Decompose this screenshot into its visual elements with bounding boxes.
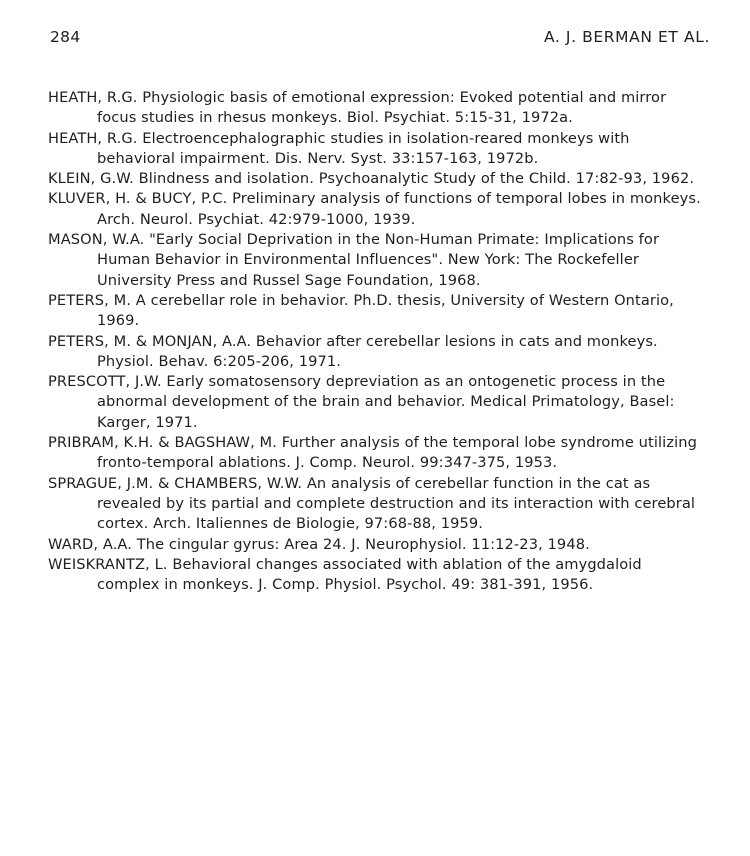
reference-entry: KLUVER, H. & BUCY, P.C. Preliminary analysis of functions of temporal lobes in monkeys. Arch. Neurol. Psychiat. 42:979-1000, 1939. <box>48 190 701 228</box>
reference-entry: WEISKRANTZ, L. Behavioral changes associated with ablation of the amygdaloid complex in monkeys. J. Comp. Physiol. Psychol. 49: 381-391, 1956. <box>48 555 642 594</box>
reference-entry: KLEIN, G.W. Blindness and isolation. Psychoanalytic Study of the Child. 17:82-93, 1962. <box>48 170 695 188</box>
page-number: 284 <box>50 28 81 46</box>
reference-entry: PETERS, M. A cerebellar role in behavior. Ph.D. thesis, University of Western Ontario, 1969. <box>48 291 674 330</box>
reference-entry: MASON, W.A. "Early Social Deprivation in the Non-Human Primate: Implications for Human Behavior in Environmental Influences". New York: The Rockefeller University Press and Russel Sage Foundation, 1968. <box>48 231 660 289</box>
reference-entry: SPRAGUE, J.M. & CHAMBERS, W.W. An analysis of cerebellar function in the cat as revealed by its partial and complete destruction and its interaction with cerebral cortex. Arch. Italiennes de Biologie, 97:68-88, 1959. <box>48 474 696 533</box>
reference-entry: PRIBRAM, K.H. & BAGSHAW, M. Further analysis of the temporal lobe syndrome utilizing fronto-temporal ablations. J. Comp. Neurol. 99:347-375, 1953. <box>48 434 697 472</box>
reference-entry: WARD, A.A. The cingular gyrus: Area 24. J. Neurophysiol. 11:12-23, 1948. <box>48 535 590 553</box>
page-header <box>48 24 708 54</box>
running-head: A. J. BERMAN ET AL. <box>543 28 710 46</box>
reference-entry: HEATH, R.G. Electroencephalographic studies in isolation-reared monkeys with behavioral impairment. Dis. Nerv. Syst. 33:157-163, 1972b. <box>48 129 630 167</box>
document-page <box>48 24 708 595</box>
reference-entry: PRESCOTT, J.W. Early somatosensory depreviation as an ontogenetic process in the abnormal development of the brain and behavior. Medical Primatology, Basel: Karger, 1971. <box>48 373 675 431</box>
reference-entry: PETERS, M. & MONJAN, A.A. Behavior after cerebellar lesions in cats and monkeys. Physiol. Behav. 6:205-206, 1971. <box>48 332 658 370</box>
reference-list <box>48 88 708 595</box>
reference-entry: HEATH, R.G. Physiologic basis of emotional expression: Evoked potential and mirror focus studies in rhesus monkeys. Biol. Psychiat. 5:15-31, 1972a. <box>48 89 667 127</box>
